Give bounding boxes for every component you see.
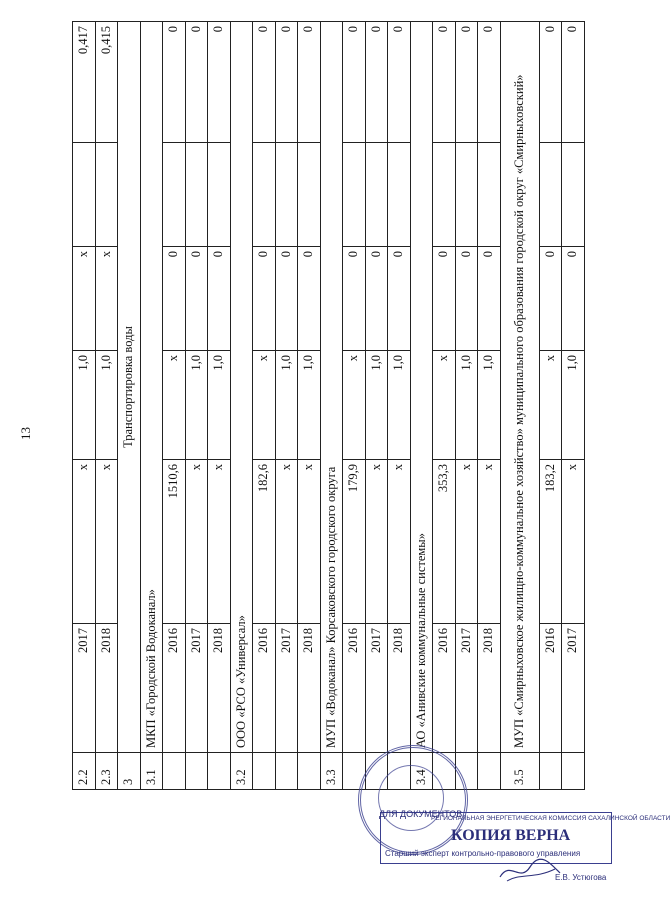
table-cell: 0 bbox=[185, 22, 208, 143]
table-cell: 3.4 bbox=[410, 753, 433, 790]
table-cell: x bbox=[95, 247, 118, 351]
table-row bbox=[140, 22, 163, 790]
table-cell: 2017 bbox=[73, 624, 96, 753]
table-row bbox=[455, 22, 478, 790]
table-cell: 2018 bbox=[298, 624, 321, 753]
table-cell bbox=[388, 143, 411, 247]
table-cell bbox=[539, 753, 562, 790]
table-cell: ООО «РСО «Универсал» bbox=[230, 22, 253, 753]
table-cell: 1,0 bbox=[455, 351, 478, 460]
table-cell bbox=[539, 143, 562, 247]
table-cell: 2017 bbox=[455, 624, 478, 753]
table-cell: 1,0 bbox=[275, 351, 298, 460]
table-cell: МУП «Смирныховское жилищно-коммунальное хозяйство» муниципального образования городской округ «Смирныховский» bbox=[500, 22, 539, 753]
table-cell: x bbox=[539, 351, 562, 460]
table-cell: 0,417 bbox=[73, 22, 96, 143]
table-row bbox=[95, 22, 118, 790]
table-cell bbox=[163, 753, 186, 790]
table-cell: x bbox=[365, 460, 388, 624]
table-cell: 1,0 bbox=[388, 351, 411, 460]
table-cell: 0 bbox=[562, 247, 585, 351]
table-row bbox=[478, 22, 501, 790]
table-cell bbox=[365, 143, 388, 247]
table-cell: 0 bbox=[343, 22, 366, 143]
table-cell bbox=[253, 143, 276, 247]
table-cell: 1,0 bbox=[208, 351, 231, 460]
table-cell: 2017 bbox=[365, 624, 388, 753]
table-cell: 2017 bbox=[275, 624, 298, 753]
table-cell: 0 bbox=[163, 22, 186, 143]
table-cell bbox=[208, 143, 231, 247]
table-cell: 1,0 bbox=[298, 351, 321, 460]
table-cell: x bbox=[73, 460, 96, 624]
table-cell: 2016 bbox=[343, 624, 366, 753]
table-cell: 0 bbox=[388, 22, 411, 143]
table-row bbox=[253, 22, 276, 790]
table-cell: 2016 bbox=[163, 624, 186, 753]
stamp-org: РЕГИОНАЛЬНАЯ ЭНЕРГЕТИЧЕСКАЯ КОМИССИЯ САХАЛИНСКОЙ ОБЛАСТИ bbox=[431, 815, 670, 822]
table-row bbox=[275, 22, 298, 790]
table-cell: 0 bbox=[365, 247, 388, 351]
table-cell: 1,0 bbox=[365, 351, 388, 460]
table-cell bbox=[562, 753, 585, 790]
table-cell bbox=[478, 753, 501, 790]
table-cell: 1510,6 bbox=[163, 460, 186, 624]
rotated-table-container bbox=[72, 26, 580, 790]
table-cell bbox=[298, 143, 321, 247]
table-cell: 0 bbox=[562, 22, 585, 143]
stamp-doc-label: ДЛЯ ДОКУМЕНТОВ bbox=[379, 809, 463, 819]
table-cell: 1,0 bbox=[478, 351, 501, 460]
table-cell: 0 bbox=[478, 22, 501, 143]
table-cell: 183,2 bbox=[539, 460, 562, 624]
table-cell: 2018 bbox=[208, 624, 231, 753]
table-row bbox=[298, 22, 321, 790]
table-cell: 0,415 bbox=[95, 22, 118, 143]
table-cell: 0 bbox=[163, 247, 186, 351]
table-row bbox=[208, 22, 231, 790]
table-cell: x bbox=[253, 351, 276, 460]
table-cell bbox=[275, 143, 298, 247]
table-cell: 1,0 bbox=[73, 351, 96, 460]
table-cell: 0 bbox=[433, 247, 456, 351]
table-cell: 0 bbox=[455, 22, 478, 143]
table-cell: 1,0 bbox=[562, 351, 585, 460]
table-cell: 0 bbox=[298, 247, 321, 351]
table-cell bbox=[73, 143, 96, 247]
table-cell: 0 bbox=[433, 22, 456, 143]
stamp-position: Старший эксперт контрольно-правового управления bbox=[385, 849, 581, 858]
table-row bbox=[343, 22, 366, 790]
table-cell: 2016 bbox=[433, 624, 456, 753]
table-cell bbox=[275, 753, 298, 790]
table-row bbox=[562, 22, 585, 790]
table-cell: МКП «Городской Водоканал» bbox=[140, 22, 163, 753]
data-table bbox=[72, 21, 585, 790]
table-cell: 0 bbox=[478, 247, 501, 351]
table-cell: 2018 bbox=[478, 624, 501, 753]
table-cell: 182,6 bbox=[253, 460, 276, 624]
table-cell bbox=[433, 143, 456, 247]
table-cell: 0 bbox=[365, 22, 388, 143]
table-cell: x bbox=[388, 460, 411, 624]
table-cell: 0 bbox=[185, 247, 208, 351]
table-cell: 2016 bbox=[253, 624, 276, 753]
table-row bbox=[365, 22, 388, 790]
table-cell: 0 bbox=[298, 22, 321, 143]
table-row bbox=[500, 22, 539, 790]
table-row bbox=[230, 22, 253, 790]
page-number: 13 bbox=[18, 427, 33, 440]
table-cell: x bbox=[73, 247, 96, 351]
table-row bbox=[163, 22, 186, 790]
table-cell bbox=[455, 143, 478, 247]
table-cell: 2017 bbox=[562, 624, 585, 753]
table-cell bbox=[478, 143, 501, 247]
table-row bbox=[320, 22, 343, 790]
signer-name: Е.В. Устюгова bbox=[555, 873, 607, 882]
table-cell: 0 bbox=[275, 247, 298, 351]
table-cell: 0 bbox=[275, 22, 298, 143]
table-cell: 3 bbox=[118, 753, 141, 790]
table-cell: 0 bbox=[539, 247, 562, 351]
table-cell bbox=[343, 143, 366, 247]
table-cell: 2017 bbox=[185, 624, 208, 753]
table-cell: x bbox=[208, 460, 231, 624]
table-cell: 1,0 bbox=[185, 351, 208, 460]
table-cell: МУП «Водоканал» Корсаковского городского округа bbox=[320, 22, 343, 753]
table-row bbox=[118, 22, 141, 790]
table-cell: x bbox=[343, 351, 366, 460]
table-cell: 0 bbox=[343, 247, 366, 351]
table-cell: 1,0 bbox=[95, 351, 118, 460]
table-cell: 2.2 bbox=[73, 753, 96, 790]
table-cell bbox=[562, 143, 585, 247]
table-cell: 3.1 bbox=[140, 753, 163, 790]
table-cell: 0 bbox=[253, 247, 276, 351]
table-row bbox=[73, 22, 96, 790]
table-row bbox=[388, 22, 411, 790]
table-cell bbox=[208, 753, 231, 790]
table-cell: 3.2 bbox=[230, 753, 253, 790]
table-cell: 3.5 bbox=[500, 753, 539, 790]
table-cell: x bbox=[478, 460, 501, 624]
stamp-title: КОПИЯ ВЕРНА bbox=[451, 827, 571, 844]
table-cell: 0 bbox=[388, 247, 411, 351]
table-cell bbox=[298, 753, 321, 790]
table-cell: 2018 bbox=[388, 624, 411, 753]
table-cell bbox=[185, 143, 208, 247]
table-cell: 0 bbox=[455, 247, 478, 351]
table-cell: x bbox=[275, 460, 298, 624]
table-cell: x bbox=[298, 460, 321, 624]
table-cell bbox=[185, 753, 208, 790]
table-cell: x bbox=[95, 460, 118, 624]
table-cell: 353,3 bbox=[433, 460, 456, 624]
table-row bbox=[433, 22, 456, 790]
table-cell: Транспортировка воды bbox=[118, 22, 141, 753]
table-cell: АО «Анивские коммунальные системы» bbox=[410, 22, 433, 753]
table-cell: x bbox=[185, 460, 208, 624]
table-cell: 0 bbox=[208, 22, 231, 143]
table-cell: 2.3 bbox=[95, 753, 118, 790]
table-cell: x bbox=[433, 351, 456, 460]
table-cell bbox=[163, 143, 186, 247]
table-cell: 0 bbox=[208, 247, 231, 351]
table-cell: x bbox=[163, 351, 186, 460]
table-cell: x bbox=[562, 460, 585, 624]
table-cell: 179,9 bbox=[343, 460, 366, 624]
table-cell: 2018 bbox=[95, 624, 118, 753]
table-cell bbox=[95, 143, 118, 247]
table-cell: 2016 bbox=[539, 624, 562, 753]
table-row bbox=[539, 22, 562, 790]
table-row bbox=[185, 22, 208, 790]
table-cell: x bbox=[455, 460, 478, 624]
table-cell: 3.3 bbox=[320, 753, 343, 790]
table-cell: 0 bbox=[253, 22, 276, 143]
table-cell: 0 bbox=[539, 22, 562, 143]
table-cell bbox=[253, 753, 276, 790]
table-row bbox=[410, 22, 433, 790]
